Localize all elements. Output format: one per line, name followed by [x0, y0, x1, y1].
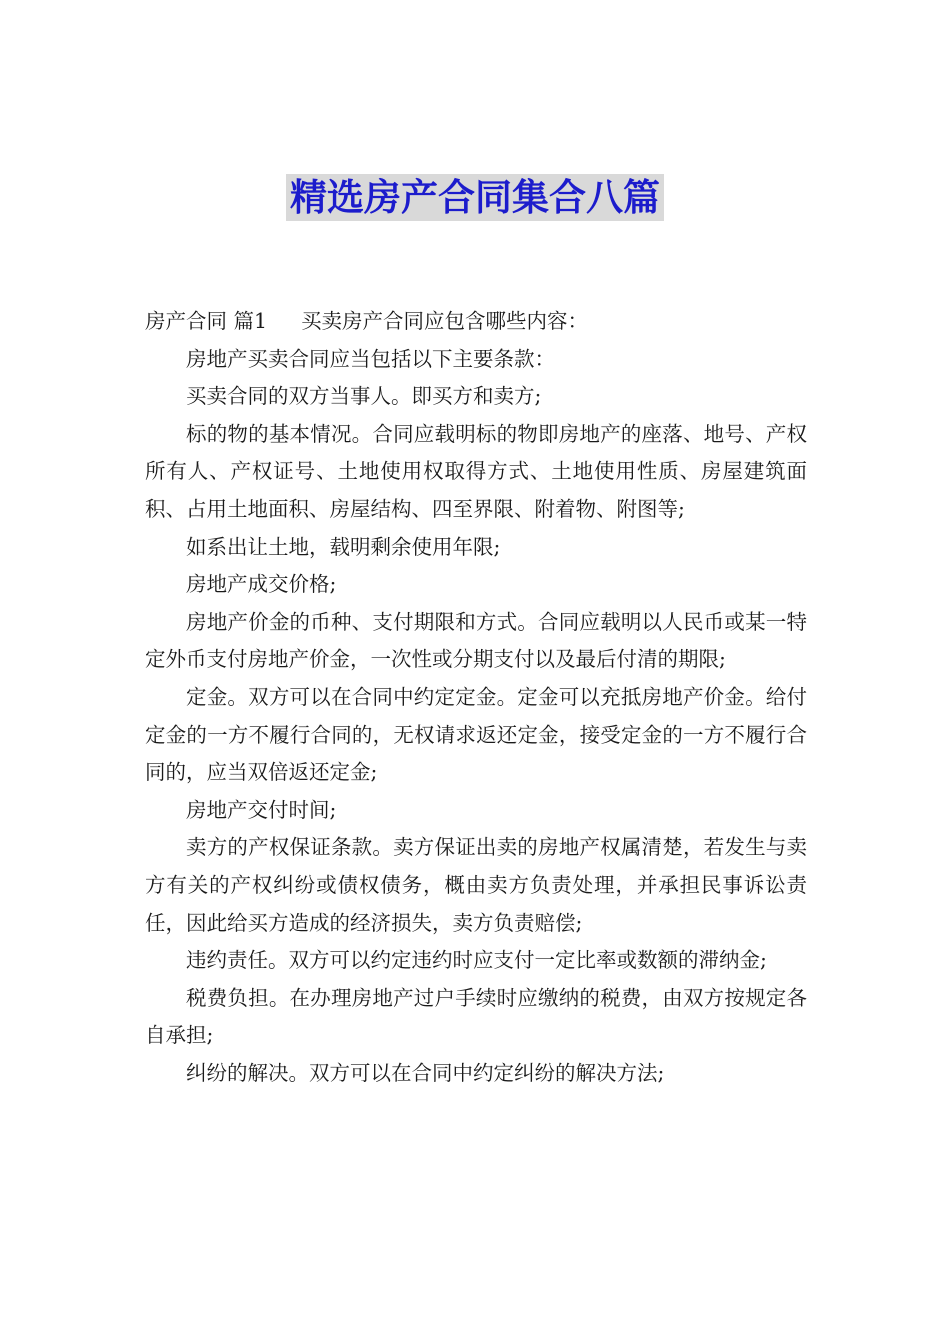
- document-title: [0, 170, 950, 226]
- paragraph: 房地产价金的币种、支付期限和方式。合同应载明以人民币或某一特定外币支付房地产价金，一次性或分期支付以及最后付清的期限;: [145, 609, 807, 672]
- paragraph: 房地产买卖合同应当包括以下主要条款：: [186, 346, 555, 371]
- paragraph: 违约责任。双方可以约定违约时应支付一定比率或数额的滞纳金;: [186, 948, 767, 973]
- paragraph: 纠纷的解决。双方可以在合同中约定纠纷的解决方法;: [186, 1060, 665, 1085]
- paragraph: 税费负担。在办理房地产过户手续时应缴纳的税费，由双方按规定各自承担;: [145, 985, 807, 1048]
- section-label: 房产合同 篇1: [145, 309, 268, 333]
- section-intro: 买卖房产合同应包含哪些内容：: [301, 309, 589, 333]
- paragraph: 卖方的产权保证条款。卖方保证出卖的房地产权属清楚，若发生与卖方有关的产权纠纷或债权债务，概由卖方负责处理，并承担民事诉讼责任，因此给买方造成的经济损失，卖方负责赔偿;: [145, 835, 807, 935]
- paragraph: 房地产成交价格;: [186, 572, 337, 597]
- paragraph: 如系出让土地，载明剩余使用年限;: [186, 534, 501, 559]
- paragraph: 定金。双方可以在合同中约定定金。定金可以充抵房地产价金。给付定金的一方不履行合同的，无权请求返还定金，接受定金的一方不履行合同的，应当双倍返还定金;: [145, 684, 807, 785]
- paragraph: 房地产交付时间;: [186, 797, 337, 822]
- document-body: [145, 303, 807, 1092]
- paragraph: 标的物的基本情况。合同应载明标的物即房地产的座落、地号、产权所有人、产权证号、土地使用权取得方式、土地使用性质、房屋建筑面积、占用土地面积、房屋结构、四至界限、附着物、附图等;: [145, 421, 807, 521]
- document-title-text: 精选房产合同集合八篇: [286, 174, 664, 221]
- section-heading-line: [145, 303, 807, 341]
- paragraph: 买卖合同的双方当事人。即买方和卖方;: [186, 384, 542, 409]
